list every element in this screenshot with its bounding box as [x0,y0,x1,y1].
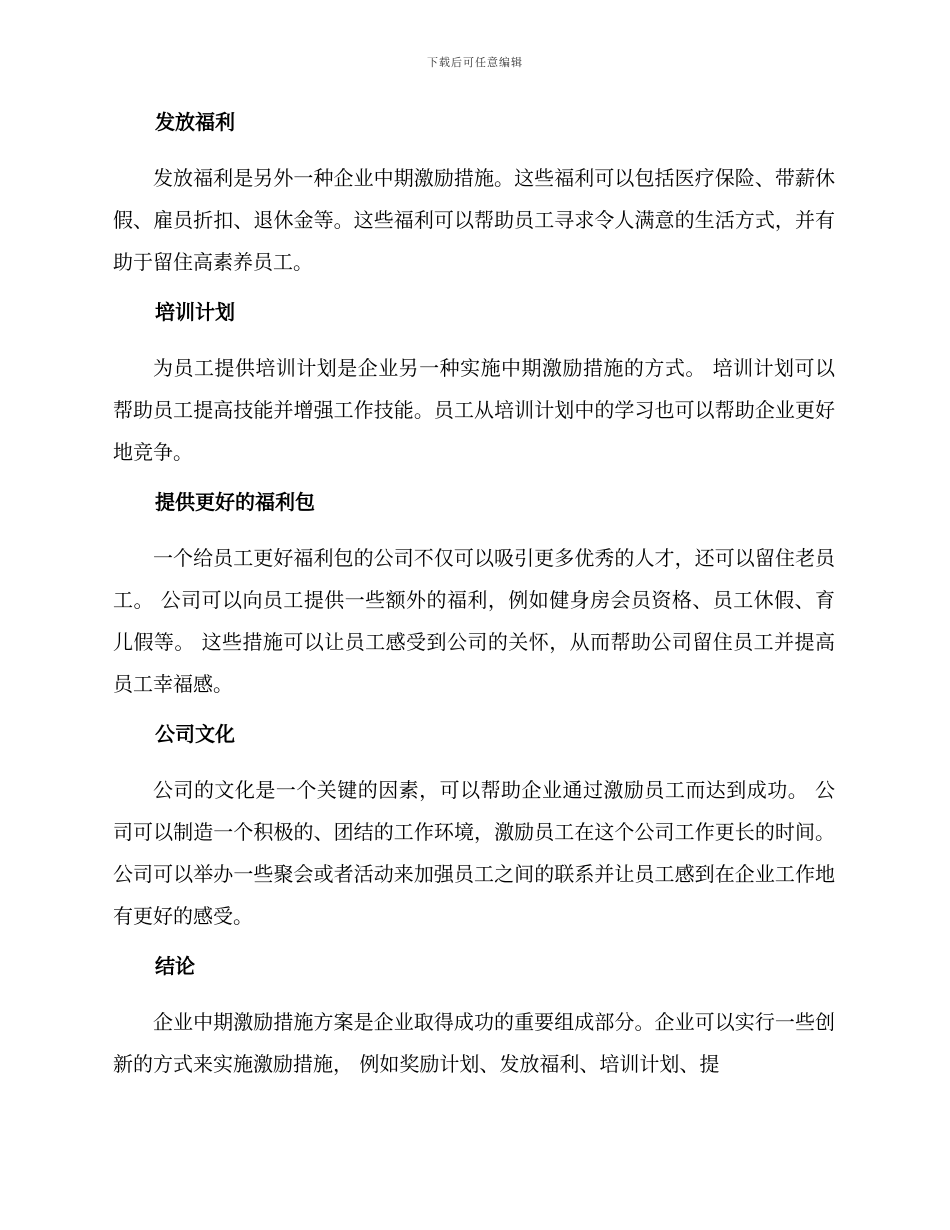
section-heading-conclusion: 结论 [155,954,195,978]
section-heading-culture: 公司文化 [155,722,235,746]
document-body [113,107,835,1099]
section-heading-benefits: 发放福利 [155,110,235,134]
section-paragraph-benefit-package: 一个给员工更好福利包的公司不仅可以吸引更多优秀的人才，还可以留住老员工。 公司可以向员工提供一些额外的福利，例如健身房会员资格、员工休假、育儿假等。 这些措施可以让员工感受到公司的关怀，从而帮助公司留住员工并提高员工幸福感。 [113,546,835,696]
page-header: 下载后可任意编辑 [427,56,523,69]
section-paragraph-benefits: 发放福利是另外一种企业中期激励措施。这些福利可以包括医疗保险、带薪休假、雇员折扣、退休金等。这些福利可以帮助员工寻求令人满意的生活方式，并有助于留住高素养员工。 [113,166,835,274]
section-heading-training: 培训计划 [155,300,235,324]
section-paragraph-training: 为员工提供培训计划是企业另一种实施中期激励措施的方式。 培训计划可以帮助员工提高技能并增强工作技能。员工从培训计划中的学习也可以帮助企业更好地竞争。 [113,356,835,464]
section-paragraph-culture: 公司的文化是一个关键的因素，可以帮助企业通过激励员工而达到成功。 公司可以制造一个积极的、团结的工作环境，激励员工在这个公司工作更长的时间。公司可以举办一些聚会或者活动来加强员工之间的联系并让员工感到在企业工作地有更好的感受。 [113,778,835,928]
section-paragraph-conclusion: 企业中期激励措施方案是企业取得成功的重要组成部分。企业可以实行一些创新的方式来实施激励措施， 例如奖励计划、发放福利、培训计划、提 [113,1010,835,1076]
section-heading-benefit-package: 提供更好的福利包 [155,490,315,514]
